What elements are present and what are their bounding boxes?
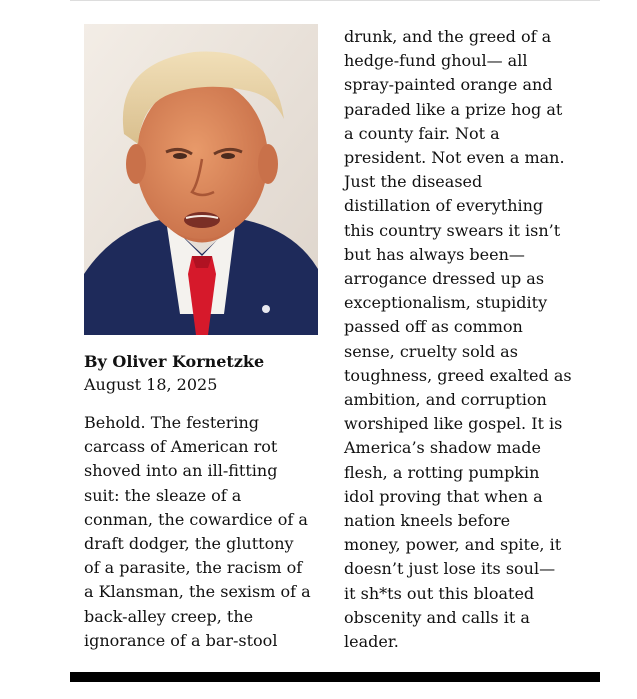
top-divider — [70, 0, 600, 1]
body-line: a Klansman, the sexism of a — [84, 582, 311, 602]
body-line: back-alley creep, the — [84, 606, 254, 626]
body-line: conman, the cowardice of a — [84, 509, 308, 529]
body-line: draft dodger, the gluttony — [84, 534, 294, 554]
body-line: distillation of everything — [344, 196, 544, 216]
body-line: president. Not even a man. — [344, 148, 565, 168]
body-line: spray-painted orange and — [344, 75, 553, 95]
body-line: carcass of American rot — [84, 437, 278, 457]
body-line: suit: the sleaze of a — [84, 485, 242, 505]
body-line: America’s shadow made — [344, 438, 541, 458]
body-line: Behold. The festering — [84, 413, 260, 432]
body-line: worshiped like gospel. It is — [344, 414, 563, 434]
body-line: sense, cruelty sold as — [344, 341, 518, 361]
article-body-left-column — [84, 411, 334, 653]
body-line: leader. — [344, 632, 399, 652]
body-line: Just the diseased — [344, 172, 483, 192]
body-line: toughness, greed exalted as — [344, 365, 572, 385]
body-line: ambition, and corruption — [344, 390, 547, 410]
article-body-right-column — [344, 25, 594, 654]
bottom-border-bar — [70, 672, 600, 682]
body-line: arrogance dressed up as — [344, 269, 545, 289]
body-line: shoved into an ill-fitting — [84, 461, 278, 481]
body-line: paraded like a prize hog at — [344, 99, 563, 119]
publish-date: August 18, 2025 — [84, 375, 218, 394]
body-line: hedge-fund ghoul— all — [344, 51, 528, 71]
body-line: obscenity and calls it a — [344, 607, 530, 627]
body-line: it sh*ts out this bloated — [344, 583, 535, 603]
body-line: a county fair. Not a — [344, 123, 500, 143]
portrait-photo — [84, 24, 318, 335]
body-line: exceptionalism, stupidity — [344, 293, 548, 313]
body-line: of a parasite, the racism of — [84, 558, 303, 578]
body-line: idol proving that when a — [344, 486, 543, 506]
body-line: nation kneels before — [344, 511, 511, 531]
body-line: doesn’t just lose its soul— — [344, 559, 556, 579]
body-line: passed off as common — [344, 317, 523, 337]
body-line: flesh, a rotting pumpkin — [344, 462, 540, 482]
body-line: ignorance of a bar-stool — [84, 630, 278, 650]
body-line: drunk, and the greed of a — [344, 27, 552, 46]
author-byline: By Oliver Kornetzke — [84, 352, 265, 371]
body-line: but has always been— — [344, 244, 525, 264]
body-line: this country swears it isn’t — [344, 220, 561, 240]
body-line: money, power, and spite, it — [344, 535, 562, 555]
